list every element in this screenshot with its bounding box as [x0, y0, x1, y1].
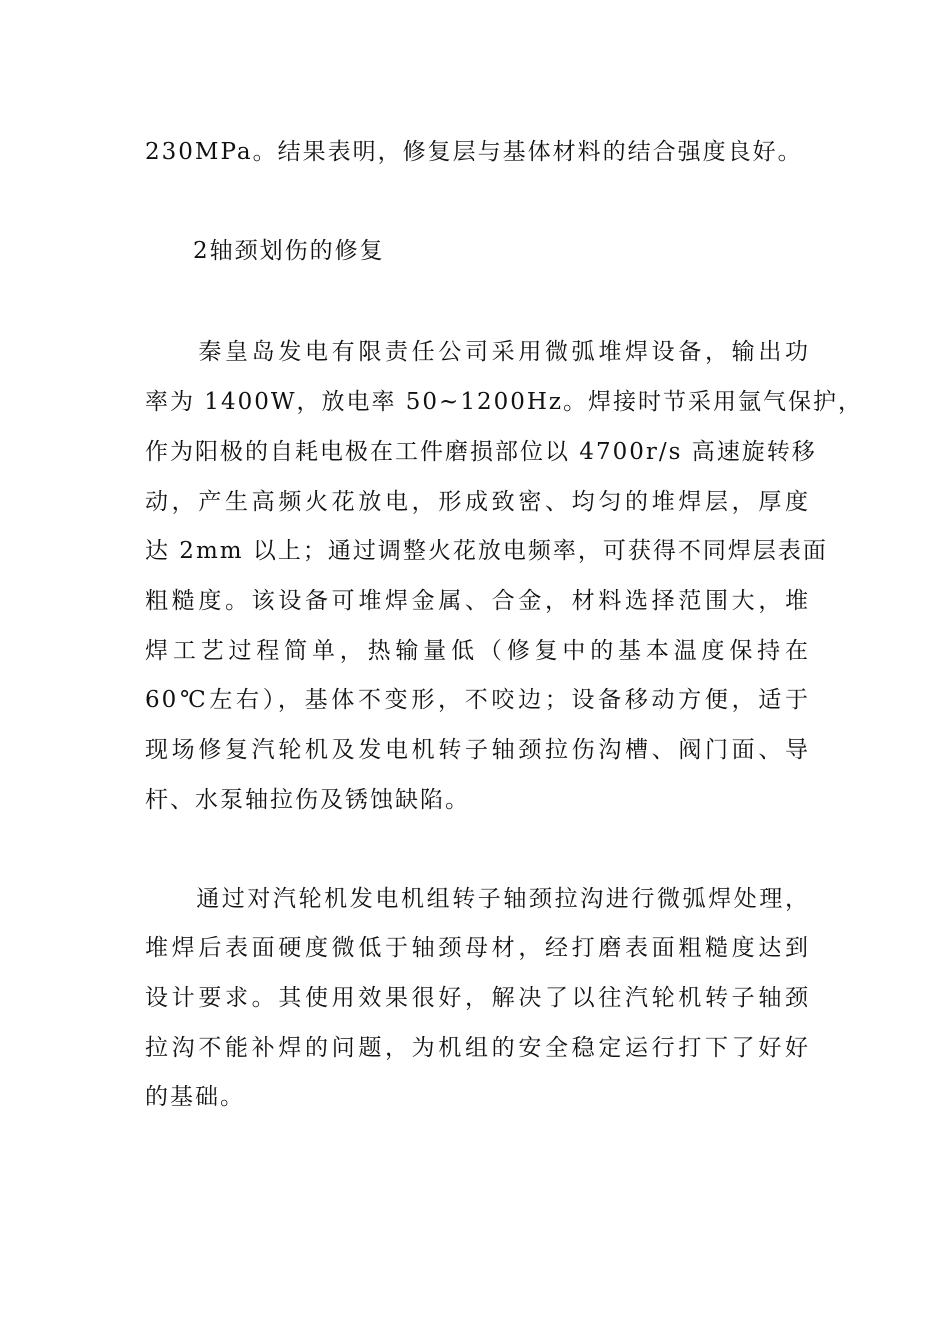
paragraph-line: 秦皇岛发电有限责任公司采用微弧堆焊设备，输出功	[145, 339, 810, 365]
paragraph-line: 作为阳极的自耗电极在工件磨损部位以 4700r/s 高速旋转移	[145, 439, 817, 465]
paragraph-line: 达 2mm 以上；通过调整火花放电频率，可获得不同焊层表面	[145, 538, 828, 564]
paragraph-line: 动，产生高频火花放电，形成致密、均匀的堆焊层，厚度	[145, 489, 810, 515]
paragraph-line: 230MPa。结果表明，修复层与基体材料的结合强度良好。	[145, 139, 803, 165]
paragraph-line: 率为 1400W，放电率 50~1200Hz。焊接时节采用氩气保护，	[145, 389, 864, 415]
paragraph-line: 杆、水泵轴拉伤及锈蚀缺陷。	[145, 787, 470, 813]
paragraph-line: 堆焊后表面硬度微低于轴颈母材，经打磨表面粗糙度达到	[145, 935, 810, 961]
section-heading: 2轴颈划伤的修复	[193, 238, 385, 264]
paragraph-line: 拉沟不能补焊的问题，为机组的安全稳定运行打下了好好	[145, 1035, 810, 1061]
paragraph-line: 通过对汽轮机发电机组转子轴颈拉沟进行微弧焊处理，	[145, 886, 810, 912]
paragraph-line: 设计要求。其使用效果很好，解决了以往汽轮机转子轴颈	[145, 985, 810, 1011]
paragraph-line: 现场修复汽轮机及发电机转子轴颈拉伤沟槽、阀门面、导	[145, 737, 810, 763]
paragraph-line: 粗糙度。该设备可堆焊金属、合金，材料选择范围大，堆	[145, 588, 810, 614]
paragraph-line: 焊工艺过程简单，热输量低（修复中的基本温度保持在	[145, 638, 810, 664]
paragraph-line: 60℃左右），基体不变形，不咬边；设备移动方便，适于	[145, 687, 810, 713]
paragraph-line: 的基础。	[145, 1084, 245, 1110]
